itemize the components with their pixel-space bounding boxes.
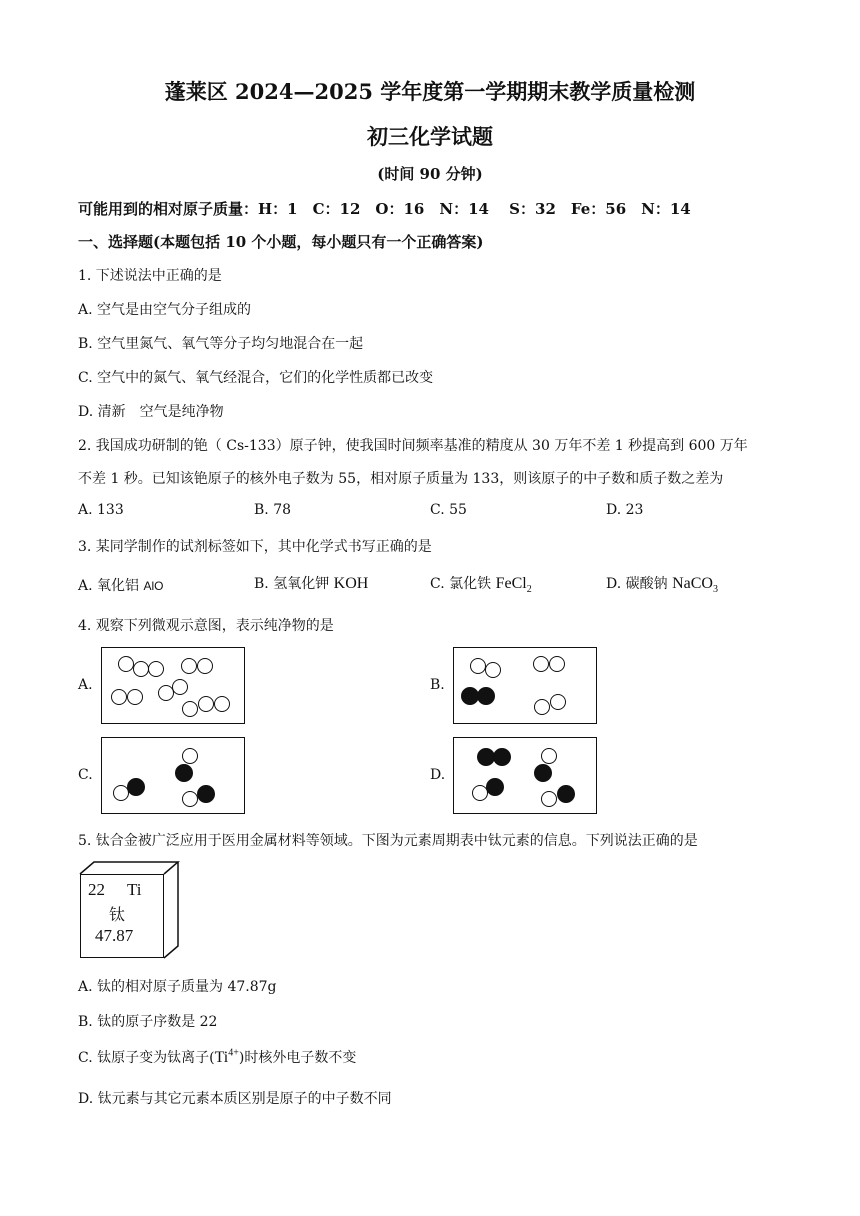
atom-white [172,679,188,695]
q1-option-c: C. 空气中的氮气、氧气经混合，它们的化学性质都已改变 [78,370,434,386]
atom-white [111,689,127,705]
q4-diagram-d [453,737,597,814]
q3-b-label: B. 氢氧化钾 [254,576,330,592]
atom-white [549,656,565,672]
time-note: (时间 90 分钟) [377,165,483,183]
atom-white [534,699,550,715]
atom-white [541,748,557,764]
q3-option-d [606,573,718,595]
q2-option-b: B. 78 [254,502,292,518]
q5-option-a: A. 钛的相对原子质量为 47.87g [78,979,277,995]
q3-a-label: A. 氧化铝 [78,578,140,594]
titanium-element-tile [78,860,180,960]
atom-white [197,658,213,674]
titanium-ion: $Ti^{4+}$ [214,1047,239,1066]
atom-black [175,764,193,782]
section-heading: 一、选择题(本题包括 10 个小题，每小题只有一个正确答案) [78,233,484,251]
exam-subtitle: 初三化学试题 [367,124,493,149]
atom-black [557,785,575,803]
atom-black [486,778,504,796]
q4-diagram-c [101,737,245,814]
q3-option-a [78,575,163,595]
atom-white [533,656,549,672]
atom-black [477,687,495,705]
atom-black [534,764,552,782]
element-symbol: Ti [127,880,142,899]
element-number: 22 [88,880,105,899]
q3-stem: 3. 某同学制作的试剂标签如下，其中化学式书写正确的是 [78,539,432,555]
atom-black [127,778,145,796]
q3-c-formula: FeCl$_2$ [495,575,532,596]
q3-d-formula: NaCO$_3$ [672,575,718,596]
atom-white [182,791,198,807]
atom-white [148,661,164,677]
q2-option-a: A. 133 [78,502,124,518]
q4-option-d-label: D. [430,767,446,783]
q3-b-formula: KOH [333,575,369,592]
atom-white [118,656,134,672]
atom-white [182,748,198,764]
atom-white [181,658,197,674]
atom-white [133,661,149,677]
q5-option-d: D. 钛元素与其它元素本质区别是原子的中子数不同 [78,1091,392,1107]
q1-stem: 1. 下述说法中正确的是 [78,268,222,284]
q3-c-label: C. 氯化铁 [430,576,492,592]
q1-option-d: D. 清新 空气是纯净物 [78,404,224,420]
atom-white [541,791,557,807]
q3-d-label: D. 碳酸钠 [606,576,668,592]
q2-stem-line1: 2. 我国成功研制的铯（ Cs-133）原子钟，使我国时间频率基准的精度从 30 万年不差 1 秒提高到 600 万年 [78,438,748,454]
atom-white [214,696,230,712]
q2-stem-line2: 不差 1 秒。已知该铯原子的核外电子数为 55，相对原子质量为 133，则该原子的中子数和质子数之差为 [78,471,724,487]
q4-stem: 4. 观察下列微观示意图，表示纯净物的是 [78,618,334,634]
q4-diagram-a [101,647,245,724]
atom-white [127,689,143,705]
q3-option-b [254,573,368,593]
q5-stem: 5. 钛合金被广泛应用于医用金属材料等领域。下图为元素周期表中钛元素的信息。下列说法正确的是 [78,833,698,849]
q2-option-d: D. 23 [606,502,644,518]
atom-white [485,662,501,678]
element-front-face [80,874,164,958]
q1-option-b: B. 空气里氮气、氧气等分子均匀地混合在一起 [78,336,364,352]
q4-option-a-label: A. [78,677,93,693]
q2-option-c: C. 55 [430,502,467,518]
q3-option-c [430,573,532,595]
exam-title: 蓬莱区 2024—2025 学年度第一学期期末教学质量检测 [164,79,696,104]
q5-option-b: B. 钛的原子序数是 22 [78,1014,218,1030]
atom-black [197,785,215,803]
q3-a-formula: AlO [143,579,164,593]
element-name: 钛 [109,905,126,924]
q4-option-b-label: B. [430,677,445,693]
atomic-masses: 可能用到的相对原子质量：H：1 C：12 O：16 N：14 S：32 Fe：56 N：14 [78,200,691,218]
q5-option-c: C. 钛原子变为钛离子$(Ti^{4+})$时核外电子数不变 [78,1047,357,1066]
q1-option-a: A. 空气是由空气分子组成的 [78,302,252,318]
atom-white [470,658,486,674]
q4-diagram-b [453,647,597,724]
element-mass: 47.87 [95,926,134,945]
atom-white [198,696,214,712]
atom-white [550,694,566,710]
atom-black [493,748,511,766]
atom-white [182,701,198,717]
q4-option-c-label: C. [78,767,93,783]
